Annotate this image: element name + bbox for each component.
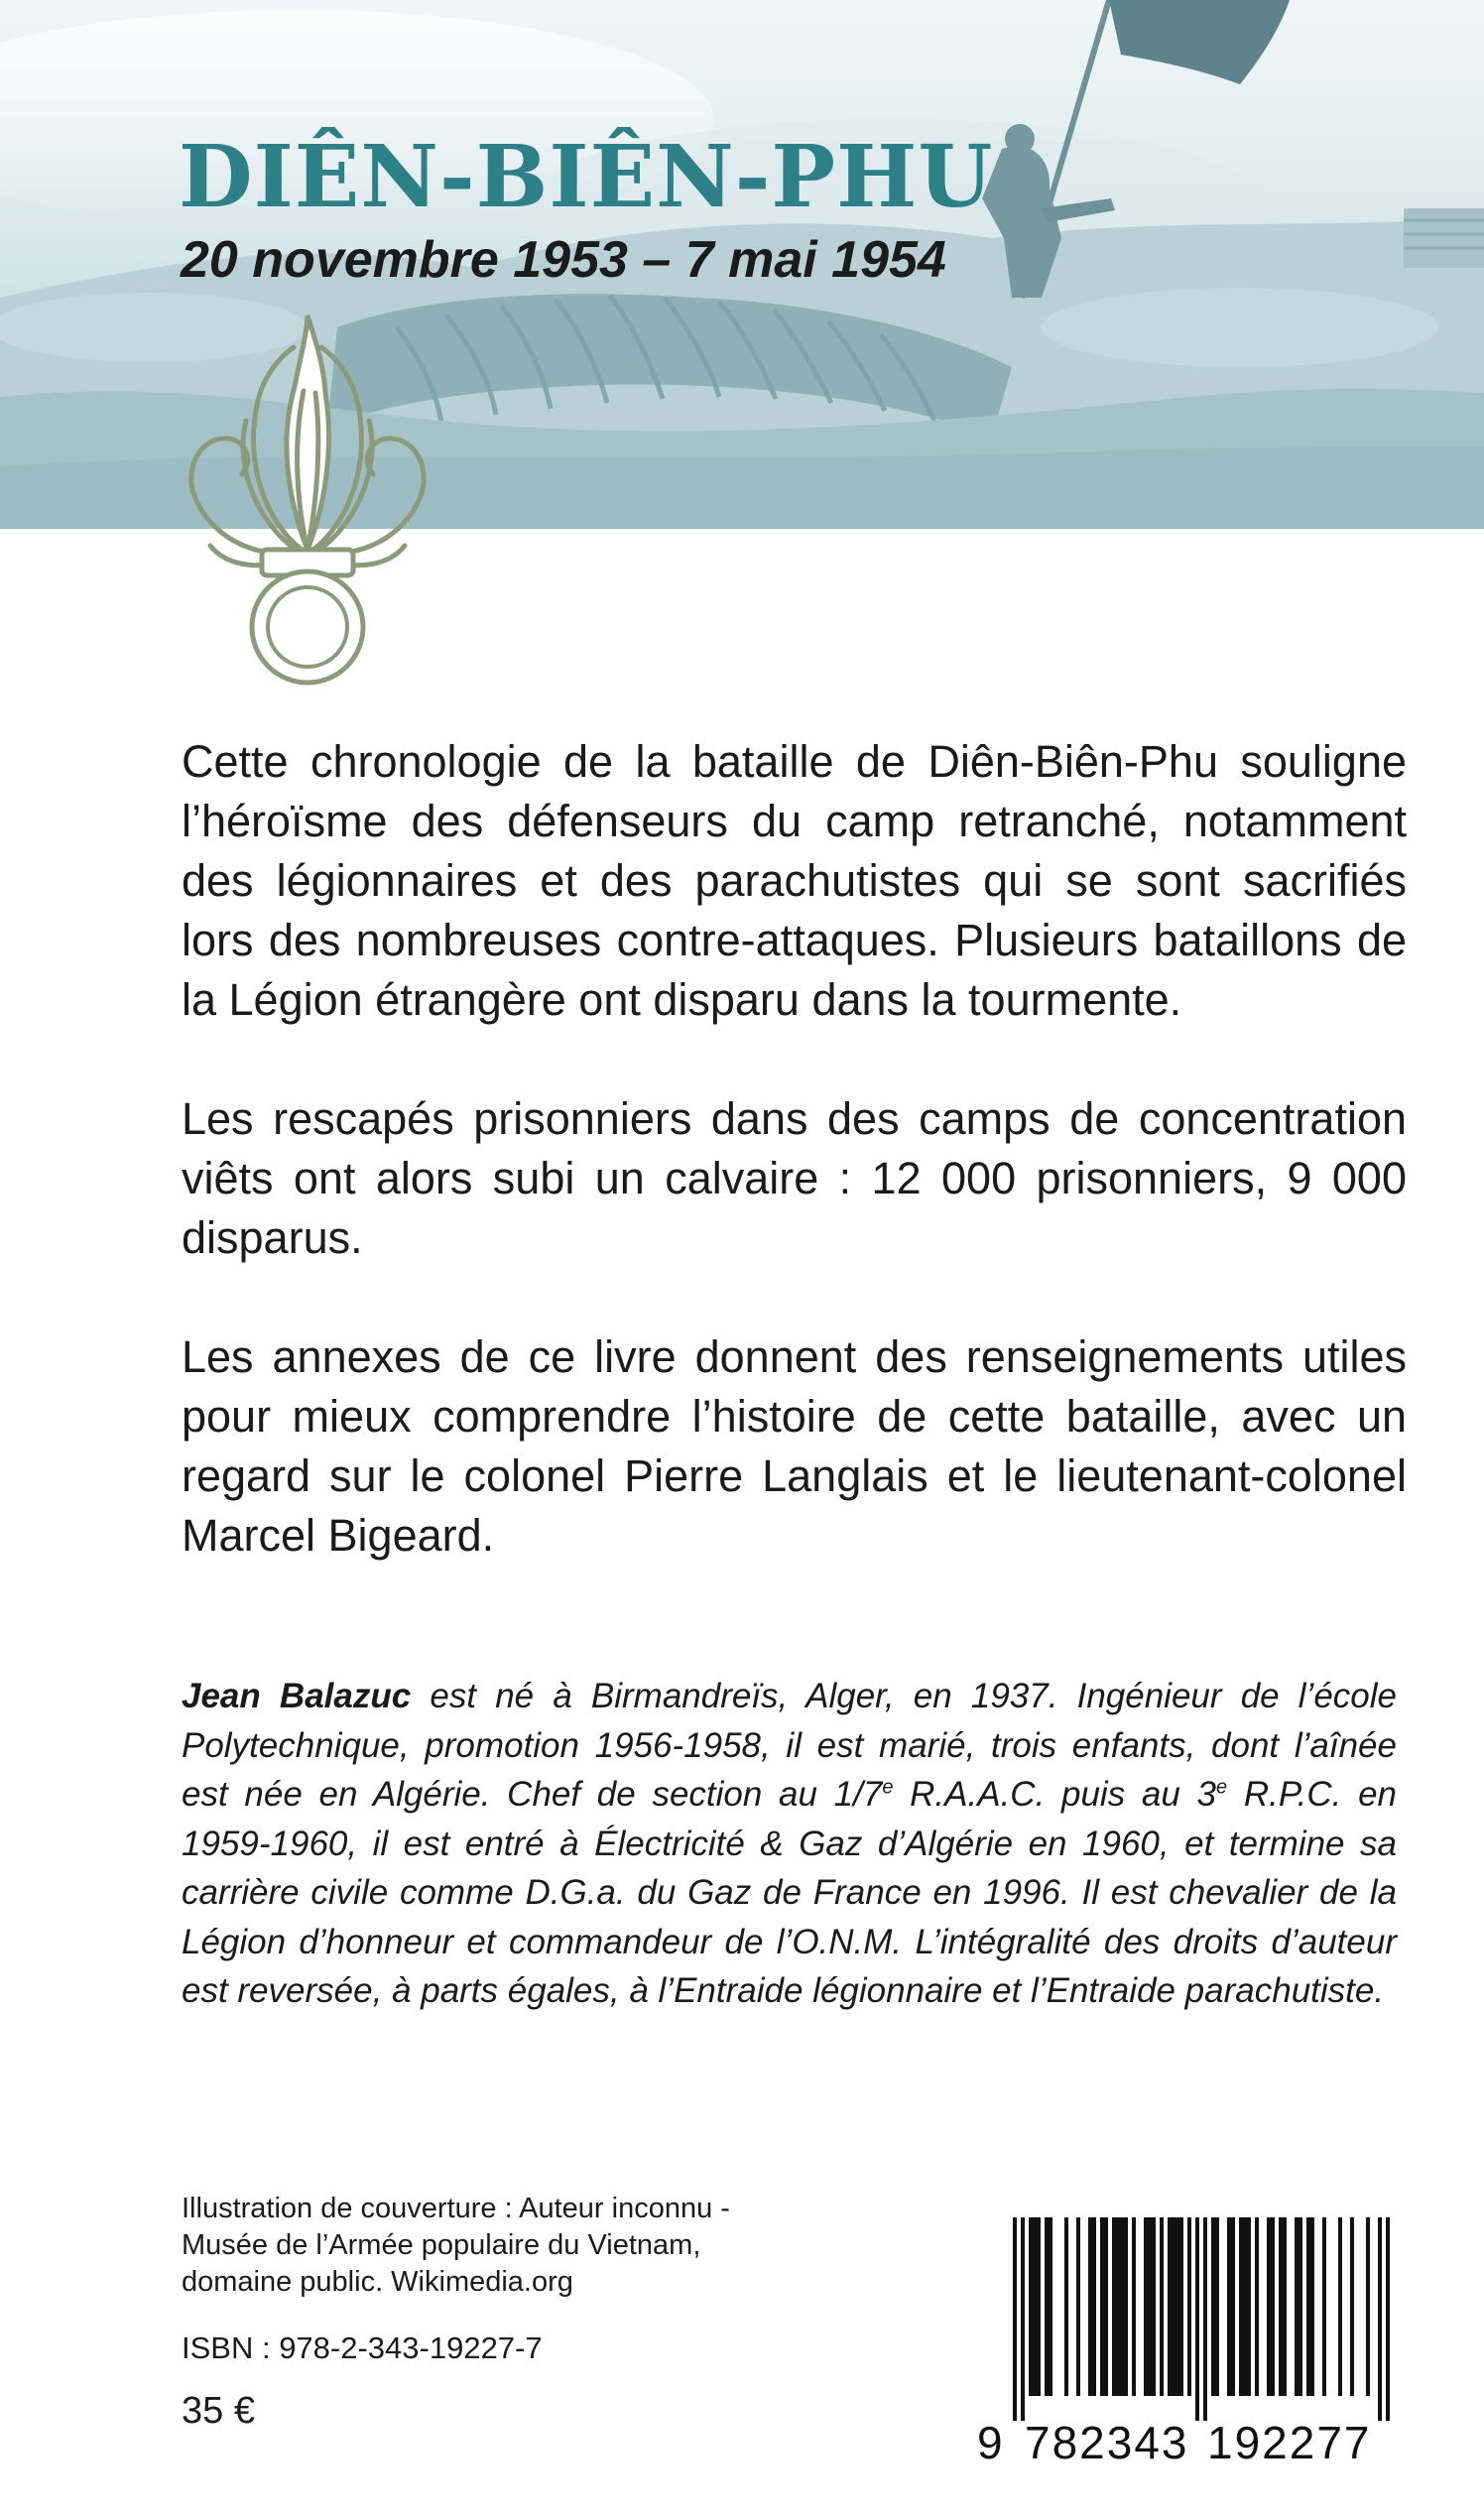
barcode-bar xyxy=(1255,2217,1259,2396)
isbn: ISBN : 978-2-343-19227-7 xyxy=(182,2330,543,2365)
credit-line-3: domaine public. Wikimedia.org xyxy=(182,2266,573,2298)
barcode-bar xyxy=(1049,2217,1052,2396)
barcode-bar xyxy=(1092,2217,1096,2396)
author-bio-text-1: est né à Birmandreïs, Alger, en 1937. Ingénieur de l’école Polytechnique, promotion 1956-1958, il est marié, trois enfants, dont l’aînée est née en Algérie. Chef de section au 1/7 xyxy=(182,1677,1397,1814)
ean13-barcode xyxy=(977,2217,1404,2468)
barcode-bar xyxy=(1100,2217,1104,2396)
barcode-group-2: 192277 xyxy=(1207,2417,1372,2468)
barcode-bar xyxy=(1064,2217,1068,2396)
barcode-bar xyxy=(1148,2217,1152,2396)
author-bio-text-2: R.A.A.C. puis au 3 xyxy=(893,1775,1216,1814)
barcode-bar xyxy=(1267,2217,1271,2396)
barcode-lead-digit: 9 xyxy=(977,2417,1003,2468)
barcode-bar xyxy=(1295,2217,1298,2396)
barcode-bar xyxy=(1247,2217,1251,2396)
summary-paragraph-3: Les annexes de ce livre donnent des renseignements utiles pour mieux comprendre l’histoire de cette bataille, avec un regard sur le colonel Pierre Langlais et le lieutenant-colonel Marcel Bigeard. xyxy=(182,1331,1407,1561)
barcode-bar xyxy=(1386,2217,1390,2421)
barcode-bar xyxy=(1378,2217,1382,2421)
barcode-bar xyxy=(1350,2217,1354,2396)
barcode-bar xyxy=(1306,2217,1310,2396)
book-subtitle-dates: 20 novembre 1953 – 7 mai 1954 xyxy=(181,231,946,289)
barcode-bar xyxy=(1179,2217,1183,2396)
barcode-bar xyxy=(1076,2217,1080,2396)
barcode-bar xyxy=(1298,2217,1302,2396)
grenade-emblem-icon xyxy=(185,312,431,689)
credit-line-1: Illustration de couverture : Auteur inconnu - xyxy=(182,2193,730,2224)
barcode-group-1: 782343 xyxy=(1025,2417,1189,2468)
price: 35 € xyxy=(182,2390,255,2432)
barcode-bar xyxy=(1215,2217,1219,2396)
barcode-bar xyxy=(1116,2217,1120,2396)
superscript-1: e xyxy=(882,1776,894,1799)
barcode-bar xyxy=(1227,2217,1231,2396)
barcode-bar xyxy=(1211,2217,1215,2396)
barcode-bar xyxy=(1160,2217,1164,2396)
barcode-bar xyxy=(1322,2217,1326,2396)
barcode-bar xyxy=(1175,2217,1179,2396)
barcode-bar xyxy=(1112,2217,1116,2396)
summary-paragraph-1: Cette chronologie de la bataille de Diên-Biên-Phu souligne l’héroïsme des défenseurs du camp retranché, notamment des légionnaires et des parachutistes qui se sont sacrifiés lors des nombreuses contre-attaques. Plusieurs bataillons de la Légion étrangère ont disparu dans la tourmente. xyxy=(182,736,1407,1025)
barcode-icon xyxy=(977,2217,1404,2421)
barcode-bar xyxy=(1037,2217,1041,2396)
barcode-bar xyxy=(1203,2217,1207,2421)
barcode-bar xyxy=(1271,2217,1275,2396)
barcode-bar xyxy=(1172,2217,1175,2396)
barcode-bar xyxy=(1088,2217,1092,2396)
barcode-bar xyxy=(1124,2217,1128,2396)
cover-credit xyxy=(182,2191,730,2301)
legion-grenade-emblem xyxy=(185,312,431,693)
barcode-bar xyxy=(1144,2217,1148,2396)
barcode-bar xyxy=(1013,2217,1017,2421)
author-bio-text-3: R.P.C. en 1959-1960, il est entré à Électricité & Gaz d’Algérie en 1960, et termine sa carrière civile comme D.G.a. du Gaz de France en 1996. Il est chevalier de la Légion d’honneur et commandeur de l’O.N.M. L’intégralité des droits d’auteur est reversée, à parts égales, à l’Entraide légionnaire et l’Entraide parachutiste. xyxy=(182,1775,1398,2010)
barcode-bar xyxy=(1120,2217,1124,2396)
barcode-bar xyxy=(1283,2217,1287,2396)
superscript-2: e xyxy=(1216,1776,1228,1799)
barcode-bar xyxy=(1239,2217,1243,2396)
barcode-bar xyxy=(1152,2217,1156,2396)
barcode-bar xyxy=(1279,2217,1283,2396)
barcode-bar xyxy=(1243,2217,1247,2396)
barcode-bar xyxy=(1021,2217,1025,2421)
summary-paragraph-2: Les rescapés prisonniers dans des camps de concentration viêts ont alors subi un calvaire : 12 000 prisonniers, 9 000 disparus. xyxy=(182,1093,1407,1263)
author-name: Jean Balazuc xyxy=(182,1677,412,1715)
barcode-bar xyxy=(1132,2217,1136,2396)
credit-line-2: Musée de l’Armée populaire du Vietnam, xyxy=(182,2229,701,2261)
barcode-bar xyxy=(1195,2217,1199,2421)
barcode-bar xyxy=(1338,2217,1342,2396)
barcode-bar xyxy=(1187,2217,1191,2396)
author-bio xyxy=(182,1672,1397,2016)
barcode-bar xyxy=(1029,2217,1033,2396)
barcode-bar xyxy=(1045,2217,1049,2396)
barcode-bar xyxy=(1168,2217,1172,2396)
barcode-bar xyxy=(1104,2217,1108,2396)
barcode-bar xyxy=(1366,2217,1370,2396)
book-title: DIÊN-BIÊN-PHU xyxy=(179,127,994,227)
barcode-bar xyxy=(1310,2217,1314,2396)
barcode-bar xyxy=(1033,2217,1037,2396)
barcode-bar xyxy=(1231,2217,1235,2396)
